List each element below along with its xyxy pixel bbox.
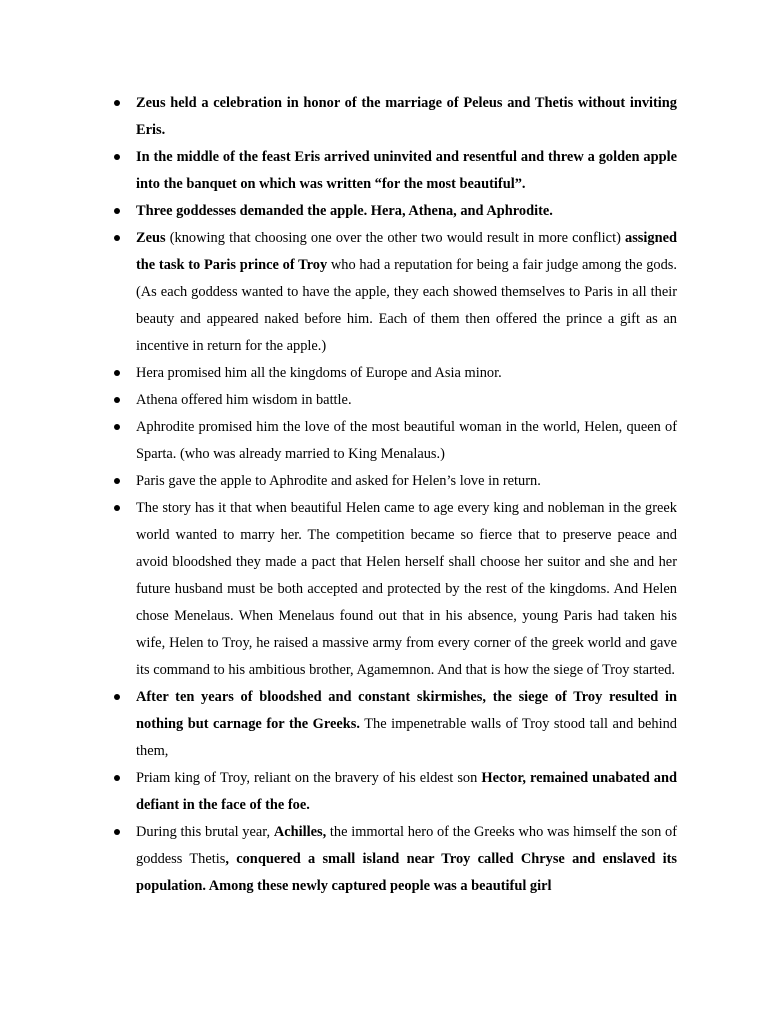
bullet-item: Priam king of Troy, reliant on the bravery of his eldest son Hector, remained unabated and defiant in the face of the foe.: [136, 765, 677, 819]
bullet-dot-icon: [114, 370, 120, 376]
bullet-dot-icon: [114, 829, 120, 835]
bullet-dot-icon: [114, 505, 120, 511]
bullet-dot-icon: [114, 235, 120, 241]
bullet-item: The story has it that when beautiful Helen came to age every king and nobleman in the greek world wanted to marry her. The competition became so fierce that to preserve peace and avoid bloodshed they made a pact that Helen herself shall choose her suitor and she and her future husband must be both accepted and protected by the rest of the kingdoms. And Helen chose Menelaus. When Menelaus found out that in his absence, young Paris had taken his wife, Helen to Troy, he raised a massive army from every corner of the greek world and gave its command to his ambitious brother, Agamemnon. And that is how the siege of Troy started.: [136, 495, 677, 684]
bullet-item: Zeus held a celebration in honor of the marriage of Peleus and Thetis without inviting Eris.: [136, 90, 677, 144]
bullet-item: Three goddesses demanded the apple. Hera, Athena, and Aphrodite.: [136, 198, 677, 225]
bullet-dot-icon: [114, 397, 120, 403]
bullet-item: During this brutal year, Achilles, the immortal hero of the Greeks who was himself the son of goddess Thetis, conquered a small island near Troy called Chryse and enslaved its population. Among these newly captured people was a beautiful girl: [136, 819, 677, 900]
bullet-dot-icon: [114, 424, 120, 430]
bullet-list: [136, 90, 677, 900]
bullet-item: In the middle of the feast Eris arrived uninvited and resentful and threw a golden apple into the banquet on which was written “for the most beautiful”.: [136, 144, 677, 198]
bullet-item: After ten years of bloodshed and constant skirmishes, the siege of Troy resulted in nothing but carnage for the Greeks. The impenetrable walls of Troy stood tall and behind them,: [136, 684, 677, 765]
bullet-item: Aphrodite promised him the love of the most beautiful woman in the world, Helen, queen of Sparta. (who was already married to King Menalaus.): [136, 414, 677, 468]
bullet-dot-icon: [114, 208, 120, 214]
bullet-item: Paris gave the apple to Aphrodite and asked for Helen’s love in return.: [136, 468, 677, 495]
bullet-item: Hera promised him all the kingdoms of Europe and Asia minor.: [136, 360, 677, 387]
bullet-dot-icon: [114, 100, 120, 106]
bullet-dot-icon: [114, 775, 120, 781]
bullet-item: Zeus (knowing that choosing one over the other two would result in more conflict) assigned the task to Paris prince of Troy who had a reputation for being a fair judge among the gods. (As each goddess wanted to have the apple, they each showed themselves to Paris in all their beauty and appeared naked before him. Each of them then offered the prince a gift as an incentive in return for the apple.): [136, 225, 677, 360]
bullet-item: Athena offered him wisdom in battle.: [136, 387, 677, 414]
bullet-dot-icon: [114, 694, 120, 700]
bullet-dot-icon: [114, 478, 120, 484]
bullet-dot-icon: [114, 154, 120, 160]
